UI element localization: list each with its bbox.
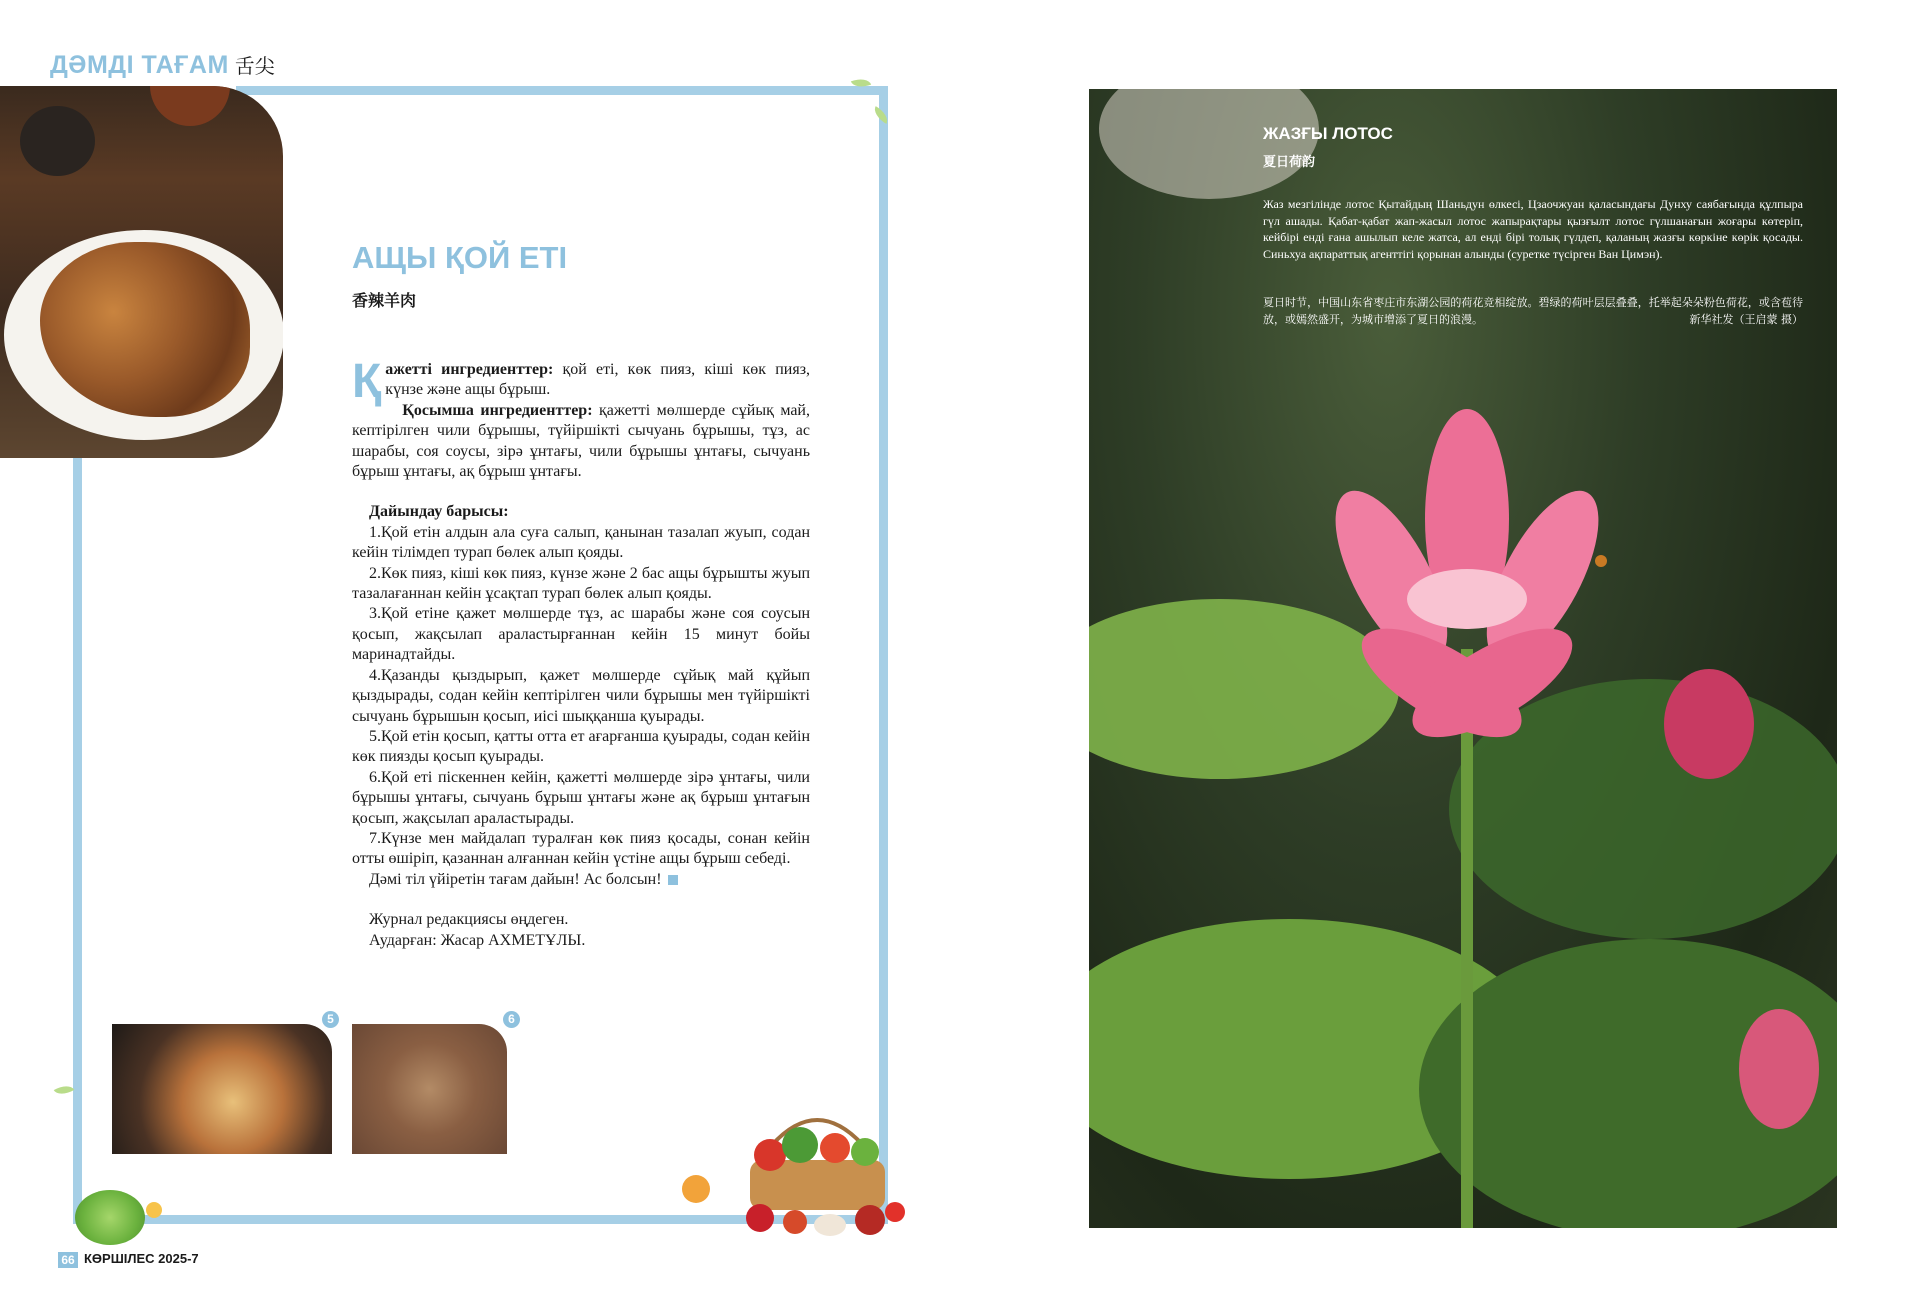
end-mark-icon [668, 875, 678, 885]
leaf-icon [54, 1081, 75, 1099]
step-5-photo [112, 1024, 332, 1154]
extra-paragraph [352, 401, 810, 483]
section-title-cn: 舌尖 [234, 54, 275, 78]
step-3: 3.Қой етіне қажет мөлшерде тұз, ас шарабы және соя соусын қосып, жақсылап араластырғаннан кейін 15 минут бойы маринадтайды. [352, 605, 810, 664]
ingredients-text: қой еті, көк пияз, кіші көк пияз, күнзе және ащы бұрыш. [385, 361, 811, 399]
dish-photo [0, 86, 283, 458]
frame-top [236, 86, 888, 95]
magazine-issue: КӨРШІЛЕС 2025-7 [84, 1251, 199, 1266]
extra-text: қажетті мөлшерде сұйық май, кептірілген чили бұрышы, түйіршікті сычуань бұрышы, тұз, ас шарабы, соя соусы, зірә ұнтағы, чили бұрышы ұнтағы, сычуань бұрыш ұнтағы, ақ бұрыш ұнтағы. [352, 401, 810, 481]
frame-right [879, 86, 888, 1224]
section-title-kz: ДӘМДІ ТАҒАМ [50, 51, 229, 79]
step-1: 1.Қой етін алдын ала суға салып, қанынан тазалап жуып, содан кейін тілімдеп турап бөлек алып қояды. [352, 523, 810, 562]
vegetable-basket-icon [720, 1090, 915, 1240]
step-5: 5.Қой етін қосып, қатты отта ет ағарғанша қуырады, содан кейін көк пиязды қосып қуырады. [352, 727, 810, 766]
closing-line: Дәмі тіл үйіретін тағам дайын! Ас болсын! [352, 870, 810, 890]
dropcap: Қ [352, 355, 382, 408]
cup [20, 106, 95, 176]
lotus-caption-kz: Жаз мезгілінде лотос Қытайдың Шаньдун өлкесі, Цзаочжуан қаласындағы Дунху саябағында құлпыра гүл ашады. Қабат-қабат жап-жасыл лотос жапырақтары қызғылт лотос гүлшанағын жоғары көтеріп, кейбірі енді ғана ашылып келе жатса, ал енді бірі толық гүлдеп, қаланың жазғы көркіне көрік қосады. Синьхуа ақпараттық агенттігі қорынан алынды (суретке түсірген Ван Цимэн). [1263, 197, 1803, 261]
lotus-title-cn: 夏日荷韵 [1263, 155, 1316, 170]
step-6-badge: 6 [503, 1011, 520, 1028]
frame-left [73, 456, 82, 1224]
step-2: 2.Көк пияз, кіші көк пияз, күнзе және 2 бас ащы бұрышты жуып тазалағаннан кейін ұсақтап турап бөлек алып қояды. [352, 564, 810, 603]
translator-credit: Аударған: Жасар АХМЕТҰЛЫ. [369, 931, 586, 949]
ingredients-paragraph [352, 355, 811, 408]
orange-icon [146, 1202, 162, 1218]
step-4: 4.Қазанды қыздырып, қажет мөлшерде сұйық май құйып қыздырады, содан кейін кептірілген чили бұрышы мен түйіршікті сычуань бұрышын қосып, иісі шыққанша қуырады. [352, 666, 810, 725]
lotus-title-kz: ЖАЗҒЫ ЛОТОС [1263, 124, 1393, 143]
recipe-body [352, 355, 811, 951]
photo-credit: 新华社发（王启蒙 摄） [1689, 313, 1803, 326]
recipe-title-cn: 香辣羊肉 [352, 291, 417, 310]
lettuce-icon [75, 1190, 145, 1245]
recipe-title-kz: АЩЫ ҚОЙ ЕТІ [352, 240, 568, 275]
pot [150, 86, 230, 126]
ingredients-label: ажетті ингредиенттер: [385, 361, 554, 378]
step-6: 6.Қой еті піскеннен кейін, қажетті мөлшерде зірә ұнтағы, чили бұрышы ұнтағы, сычуань бұрыш ұнтағы және ақ бұрыш ұнтағын қосып, жақсылап араластырады. [352, 768, 810, 827]
steps-heading: Дайындау барысы: [369, 503, 509, 521]
lotus-caption-cn [1263, 294, 1803, 328]
section-header [50, 50, 275, 80]
step-5-badge: 5 [322, 1011, 339, 1028]
editor-credit: Журнал редакциясы өңдеген. [369, 911, 569, 929]
step-7: 7.Күнзе мен майдалап туралған көк пияз қосады, сонан кейін отты өшіріп, қазаннан алғаннан кейін үстіне ащы бұрыш себеді. [352, 829, 810, 868]
step-6-photo [352, 1024, 507, 1154]
lotus-caption-cn-text: 夏日时节，中国山东省枣庄市东湖公园的荷花竞相绽放。碧绿的荷叶层层叠叠，托举起朵朵粉色荷花，或含苞待放，或嫣然盛开，为城市增添了夏日的浪漫。 [1263, 296, 1803, 326]
page-number: 66 [58, 1252, 78, 1268]
orange-icon [682, 1175, 710, 1203]
extra-label: Қосымша ингредиенттер: [402, 401, 593, 419]
